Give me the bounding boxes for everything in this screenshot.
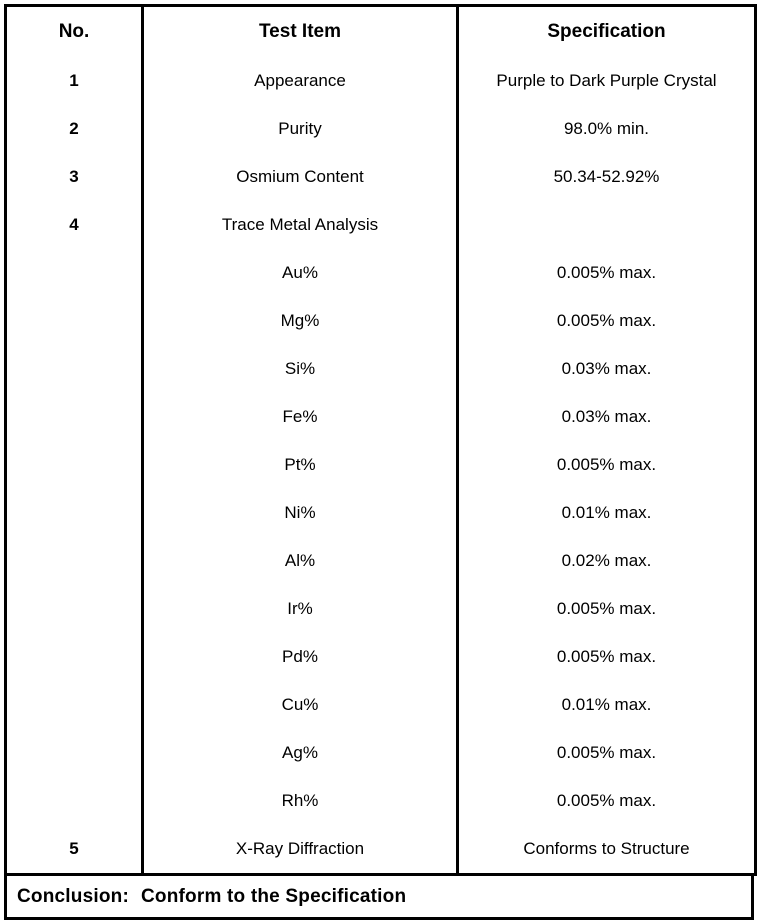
cell-test-item: Fe% — [143, 393, 458, 441]
column-header-no: No. — [6, 6, 143, 58]
cell-no — [6, 633, 143, 681]
cell-test-item: Au% — [143, 249, 458, 297]
cell-specification: 0.005% max. — [556, 742, 657, 762]
cell-test-item: Ag% — [143, 729, 458, 777]
table-row — [6, 825, 756, 875]
cell-no — [6, 681, 143, 729]
cell-specification: 0.03% max. — [561, 406, 652, 426]
table-row — [6, 105, 756, 153]
cell-no — [6, 489, 143, 537]
cell-no: 4 — [6, 201, 143, 249]
column-header-test-item: Test Item — [143, 6, 458, 58]
cell-specification: 98.0% min. — [563, 118, 650, 138]
cell-test-item: Appearance — [143, 57, 458, 105]
table-row — [6, 201, 756, 249]
cell-specification: Purple to Dark Purple Crystal — [496, 70, 717, 90]
table-row — [6, 681, 756, 729]
conclusion-value: Conform to the Specification — [140, 885, 407, 907]
table-row — [6, 777, 756, 825]
conclusion-row — [4, 876, 754, 920]
cell-specification: 0.005% max. — [556, 790, 657, 810]
specification-table — [4, 4, 757, 876]
cell-no — [6, 537, 143, 585]
cell-test-item: Pt% — [143, 441, 458, 489]
cell-test-item: Al% — [143, 537, 458, 585]
table-row — [6, 585, 756, 633]
cell-no: 3 — [6, 153, 143, 201]
table-row — [6, 345, 756, 393]
cell-test-item: Mg% — [143, 297, 458, 345]
cell-specification: Conforms to Structure — [458, 825, 756, 875]
table-row — [6, 633, 756, 681]
cell-no — [6, 249, 143, 297]
cell-no: 2 — [6, 105, 143, 153]
column-header-specification: Specification — [547, 21, 666, 42]
table-row — [6, 297, 756, 345]
cell-specification: 0.005% max. — [556, 646, 657, 666]
cell-specification: 0.005% max. — [556, 454, 657, 474]
table-row — [6, 729, 756, 777]
table-body — [6, 57, 756, 875]
cell-specification: 0.005% max. — [556, 598, 657, 618]
cell-specification: 0.03% max. — [561, 358, 652, 378]
table-row — [6, 489, 756, 537]
cell-specification: 0.005% max. — [556, 310, 657, 330]
cell-test-item: Si% — [143, 345, 458, 393]
cell-no — [6, 777, 143, 825]
cell-specification: 0.005% max. — [556, 262, 657, 282]
table-row — [6, 537, 756, 585]
cell-no — [6, 345, 143, 393]
cell-test-item: Trace Metal Analysis — [143, 201, 458, 249]
cell-specification — [458, 201, 756, 249]
table-row — [6, 249, 756, 297]
conclusion-label: Conclusion: — [17, 885, 129, 907]
table-row — [6, 441, 756, 489]
cell-specification: 0.01% max. — [561, 502, 652, 522]
table-header — [6, 6, 756, 58]
cell-specification: 0.02% max. — [561, 550, 652, 570]
table-header-row — [6, 6, 756, 58]
table-row — [6, 393, 756, 441]
cell-test-item: Rh% — [143, 777, 458, 825]
cell-no: 5 — [6, 825, 143, 875]
specification-sheet — [0, 4, 758, 911]
cell-no — [6, 441, 143, 489]
cell-test-item: Purity — [143, 105, 458, 153]
cell-test-item: Cu% — [143, 681, 458, 729]
cell-test-item: Osmium Content — [143, 153, 458, 201]
table-row — [6, 57, 756, 105]
cell-no — [6, 729, 143, 777]
cell-test-item: Ir% — [143, 585, 458, 633]
cell-test-item: Pd% — [143, 633, 458, 681]
cell-specification: 50.34-52.92% — [553, 166, 660, 186]
cell-test-item: X-Ray Diffraction — [143, 825, 458, 875]
cell-no — [6, 297, 143, 345]
table-row — [6, 153, 756, 201]
cell-no: 1 — [6, 57, 143, 105]
cell-specification: 0.01% max. — [561, 694, 652, 714]
cell-test-item: Ni% — [143, 489, 458, 537]
cell-no — [6, 393, 143, 441]
cell-no — [6, 585, 143, 633]
